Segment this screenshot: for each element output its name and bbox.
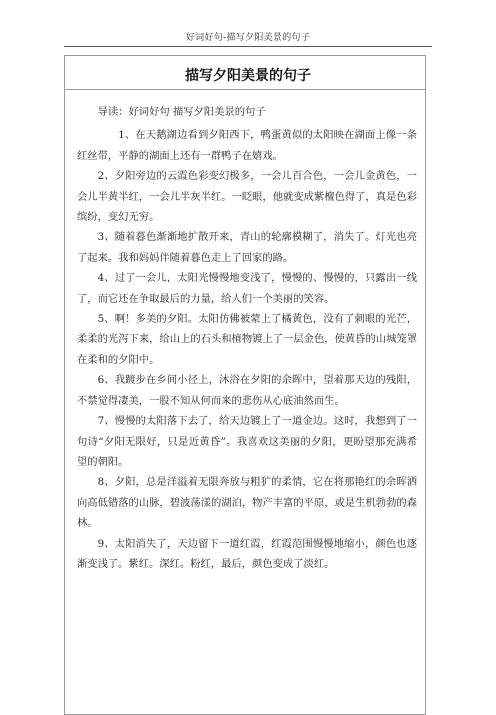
- page-header: 好词好句-描写夕阳美景的句子: [185, 33, 311, 43]
- paragraph-5: 5、啊！多美的夕阳。太阳仿佛被蒙上了橘黄色，没有了刺眼的光芒，柔柔的光泻下来，给山上的石头和植物镀上了一层金色，使黄昏的山城笼罩在柔和的夕阳中。: [77, 313, 417, 366]
- paragraph-7: 7、慢慢的太阳落下去了，给天边镀上了一道金边。这时，我想到了一句诗“夕阳无限好，只是近黄昏”。我喜欢这美丽的夕阳，更盼望那充满希望的朝阳。: [77, 415, 417, 468]
- paragraph-2: 2、夕阳旁边的云霞色彩变幻极多，一会儿百合色，一会儿金黄色，一会儿半黄半红，一会儿半灰半红。一眨眼，他就变成紫檀色得了，真是色彩缤纷，变幻无穷。: [77, 170, 417, 224]
- paragraph-9: 9、太阳消失了，天边留下一道红霞，红霞范围慢慢地缩小，颜色也逐渐变浅了。紫红。深红。粉红，最后，颜色变成了淡红。: [77, 537, 417, 570]
- paragraph-8: 8、夕阳，总是洋溢着无限奔放与粗犷的柔情，它在将那艳红的余晖洒向高低错落的山脉，碧波荡漾的湖泊，物产丰富的平原，或是生机勃勃的森林。: [77, 476, 417, 530]
- paragraph-1: 1、在天鹅湖边看到夕阳西下，鸭蛋黄似的太阳映在湖面上像一条红丝带，平静的湖面上还有一群鸭子在嬉戏。: [77, 129, 417, 162]
- document-title: 描写夕阳美景的句子: [185, 68, 311, 84]
- paragraph-4: 4、过了一会儿，太阳光慢慢地变浅了，慢慢的、慢慢的，只露出一线了，而它还在争取最后的力量，给人们一个美丽的笑容。: [77, 272, 417, 305]
- paragraph-6: 6、我踱步在乡间小径上，沐浴在夕阳的余晖中，望着那天边的残阳，不禁觉得凄美，一股不知从何而来的悲伤从心底油然而生。: [77, 374, 417, 407]
- lead-paragraph: 导读：好词好句 描写夕阳美景的句子: [97, 106, 266, 118]
- paragraph-3: 3、随着暮色渐渐地扩散开来，青山的轮廓模糊了，消失了。灯光也亮了起来。我和妈妈伴随着暮色走上了回家的路。: [77, 231, 417, 264]
- title-divider: [64, 89, 426, 90]
- header-rule: [64, 46, 432, 47]
- document-body: [77, 102, 417, 574]
